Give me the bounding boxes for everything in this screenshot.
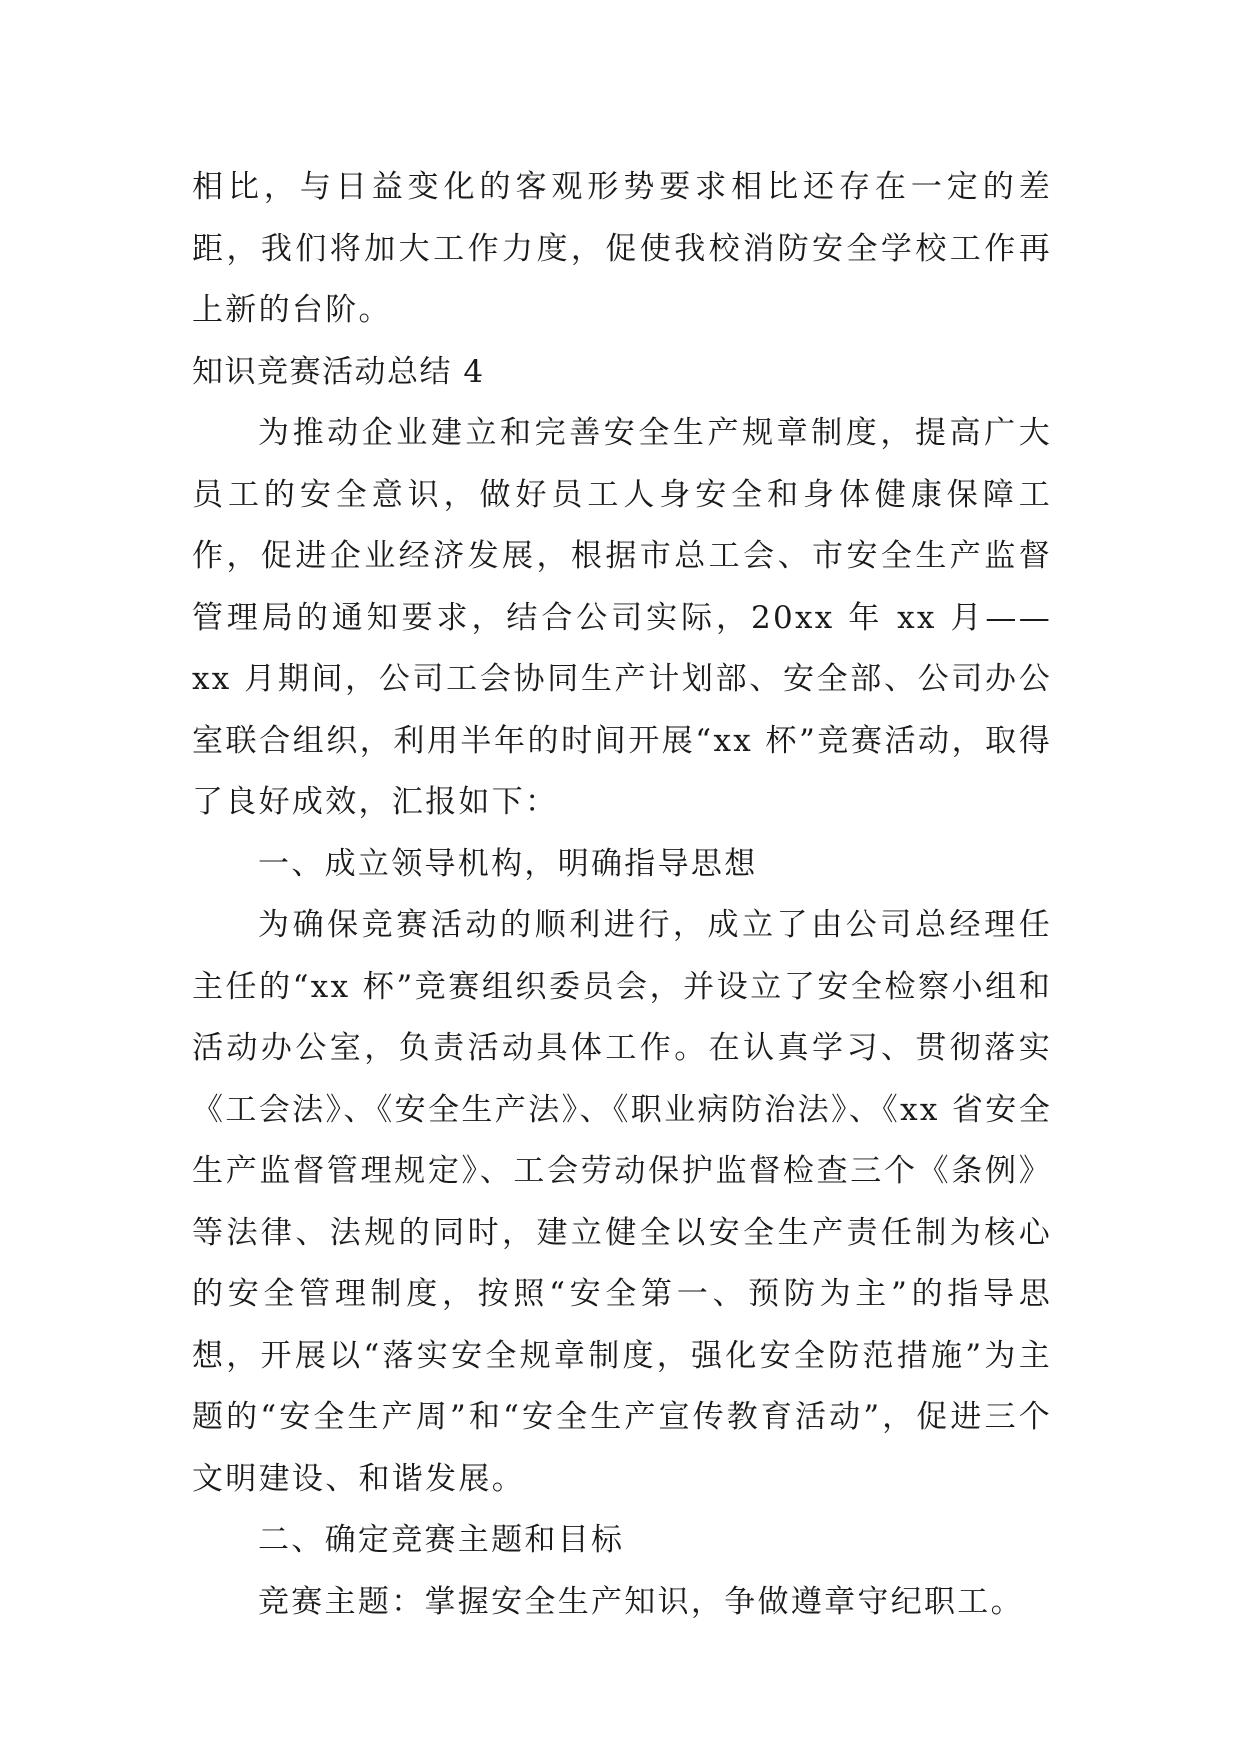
paragraph-theme: 竞赛主题：掌握安全生产知识，争做遵章守纪职工。 bbox=[258, 1583, 1024, 1620]
paragraph-leadership: 为确保竞赛活动的顺利进行，成立了由公司总经理任主任的“xx 杯”竞赛组织委员会，并设立了安全检察小组和活动办公室，负责活动具体工作。在认真学习、贯彻落实《工会法》、《安全生产法》、《职业病防治法》、《xx 省安全生产监督管理规定》、工会劳动保护监督检查三个《条例》等法律、法规的同时，建立健全以安全生产责任制为核心的安全管理制度，按照“安全第一、预防为主”的指导思想，开展以“落实安全规章制度，强化安全防范措施”为主题的“安全生产周”和“安全生产宣传教育活动”，促进三个文明建设、和谐发展。 bbox=[192, 907, 1052, 1497]
section-title: 知识竞赛活动总结 4 bbox=[192, 353, 485, 390]
paragraph-intro: 为推动企业建立和完善安全生产规章制度，提高广大员工的安全意识，做好员工人身安全和身体健康保障工作，促进企业经济发展，根据市总工会、市安全生产监督管理局的通知要求，结合公司实际，20xx 年 xx 月——xx 月期间，公司工会协同生产计划部、安全部、公司办公室联合组织，利用半年的时间开展“xx 杯”竞赛活动，取得了良好成效，汇报如下： bbox=[192, 415, 1052, 820]
paragraph-continuation: 相比，与日益变化的客观形势要求相比还存在一定的差距，我们将加大工作力度，促使我校消防安全学校工作再上新的台阶。 bbox=[192, 169, 1052, 328]
heading-two: 二、确定竞赛主题和目标 bbox=[258, 1522, 625, 1558]
document-body bbox=[192, 157, 1052, 1633]
heading-one: 一、成立领导机构，明确指导思想 bbox=[258, 845, 758, 882]
